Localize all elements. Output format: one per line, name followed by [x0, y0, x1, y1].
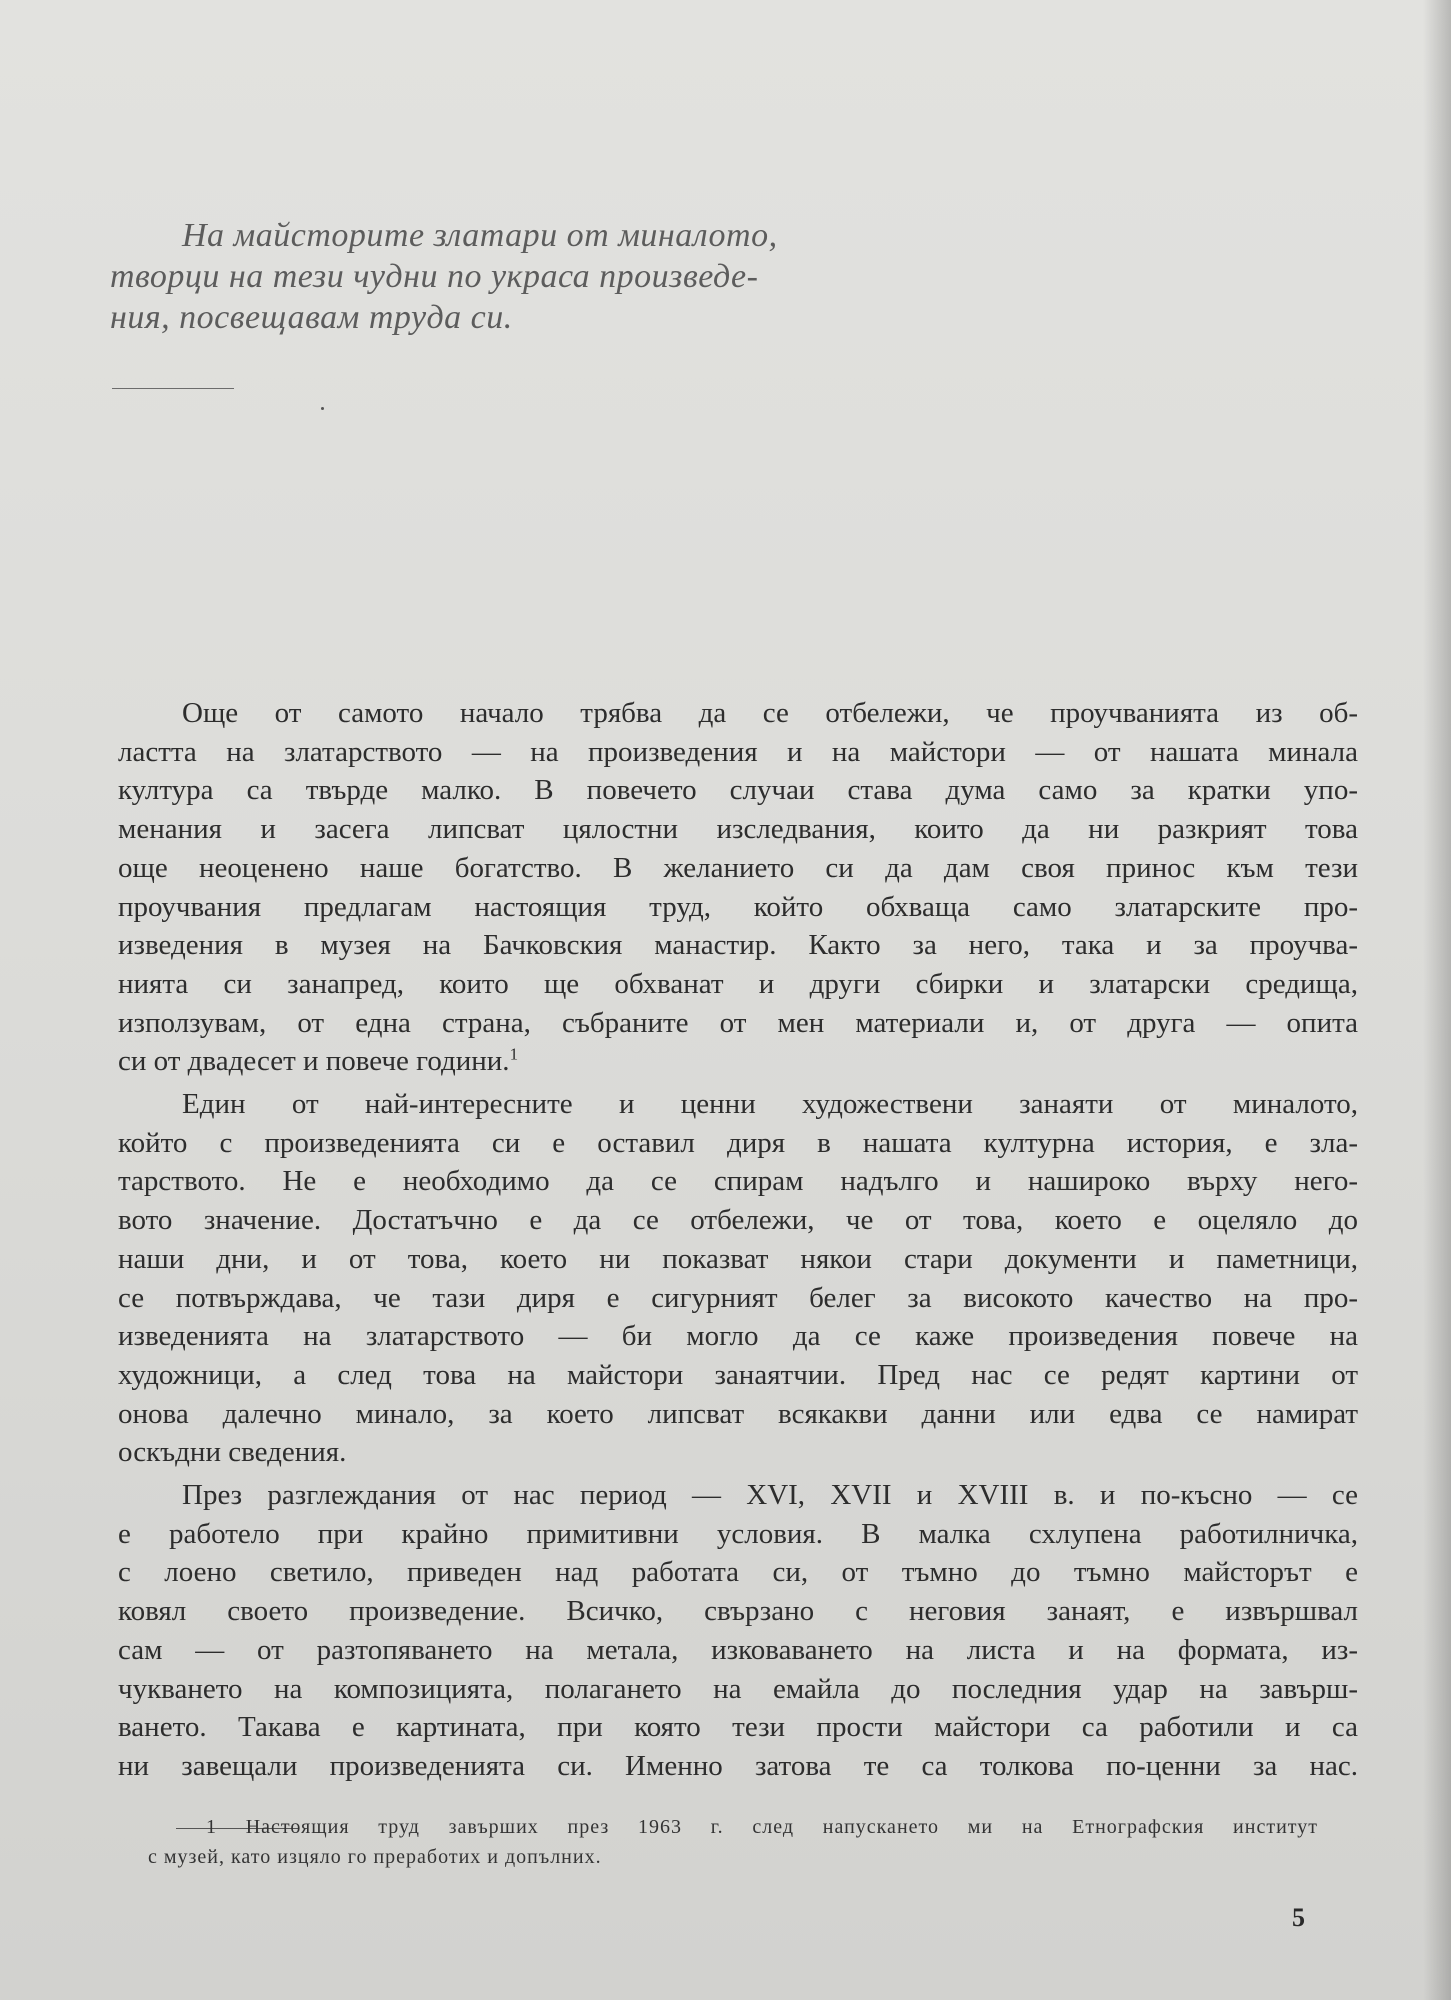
text-line: нията си занапред, които ще обхванат и други сбирки и златарски средища, — [118, 967, 1358, 1000]
main-text — [118, 694, 1358, 1786]
text-line: който с произведенията си е оставил диря в нашата културна история, е зла- — [118, 1126, 1358, 1159]
text-line: се потвърждава, че тази диря е сигурният белег за високото качество на про- — [118, 1281, 1358, 1314]
text-line: менания и засега липсват цялостни изследвания, които да ни разкрият това — [118, 813, 1358, 846]
dedication-line: ния, посвещавам труда си. — [110, 299, 513, 336]
text-line: изведенията на златарството — би могло да се каже произведения повече на — [118, 1320, 1358, 1353]
dedication-divider — [112, 388, 234, 389]
text-line: сам — от разтопяването на метала, изковаването на листа и на формата, из- — [118, 1633, 1358, 1666]
text-line — [118, 1042, 1358, 1081]
footnote — [148, 1812, 1318, 1872]
text-line: е работело при крайно примитивни условия. В малка схлупена работилничка, — [118, 1517, 1358, 1550]
text-line: оскъдни сведения. — [118, 1436, 347, 1469]
dedication-line: творци на тези чудни по украса произведе- — [110, 258, 759, 295]
text-line: ковял своето произведение. Всичко, свързано с неговия занаят, е извършвал — [118, 1595, 1358, 1628]
text-line: вото значение. Достатъчно е да се отбележи, че от това, което е оцеляло до — [118, 1204, 1358, 1237]
paper-speck — [321, 407, 324, 410]
text-line: чукването на композицията, полагането на емайла до последния удар на завърш- — [118, 1672, 1358, 1705]
text-line: През разглеждания от нас период — XVI, XVII и XVIII в. и по-късно — се — [182, 1479, 1358, 1512]
dedication — [110, 215, 1010, 338]
text-line: ни завещали произведенията си. Именно затова те са толкова по-ценни за нас. — [118, 1749, 1358, 1782]
text-line: с лоено светило, приведен над работата си, от тъмно до тъмно майсторът е — [118, 1556, 1358, 1589]
text-line: Един от най-интересните и ценни художествени занаяти от миналото, — [182, 1088, 1358, 1121]
text-line: използувам, от една страна, събраните от мен материали и, от друга — опита — [118, 1006, 1358, 1039]
paragraph-2 — [118, 1085, 1358, 1472]
text-line: Още от самото начало трябва да се отбележи, че проучванията из об- — [182, 697, 1358, 729]
text-line: култура са твърде малко. В повечето случаи става дума само за кратки упо- — [118, 774, 1358, 807]
text-line: проучвания предлагам настоящия труд, който обхваща само златарските про- — [118, 890, 1358, 923]
text-line-content: си от двадесет и повече години. — [118, 1045, 510, 1078]
text-line: изведения в музея на Бачковския манастир. Както за него, така и за проучва- — [118, 929, 1358, 962]
text-line: ластта на златарството — на произведения и на майстори — от нашата минала — [118, 735, 1358, 768]
text-line: онова далечно минало, за което липсват всякакви данни или едва се намират — [118, 1397, 1358, 1430]
paragraph-1 — [118, 694, 1358, 1081]
footnote-line: с музей, като изцяло го преработих и допълних. — [148, 1846, 602, 1868]
page-number: 5 — [1292, 1903, 1305, 1932]
paragraph-3 — [118, 1476, 1358, 1786]
text-line: ването. Такава е картината, при която тези прости майстори са работили и са — [118, 1711, 1358, 1744]
footnote-line: 1 Настоящия труд завърших през 1963 г. след напускането ми на Етнографския институт — [206, 1816, 1318, 1838]
dedication-line: На майсторите златари от миналото, — [182, 217, 778, 254]
text-line: художници, а след това на майстори занаятчии. Пред нас се редят картини от — [118, 1358, 1358, 1391]
page-edge-shadow — [1423, 0, 1451, 2000]
text-line: тарството. Не е необходимо да се спирам надълго и нашироко върху него- — [118, 1165, 1358, 1198]
text-line: още неоценено наше богатство. В желанието си да дам своя принос към тези — [118, 851, 1358, 884]
text-line: наши дни, и от това, което ни показват някои стари документи и паметници, — [118, 1242, 1358, 1275]
footnote-marker: 1 — [509, 1044, 519, 1064]
